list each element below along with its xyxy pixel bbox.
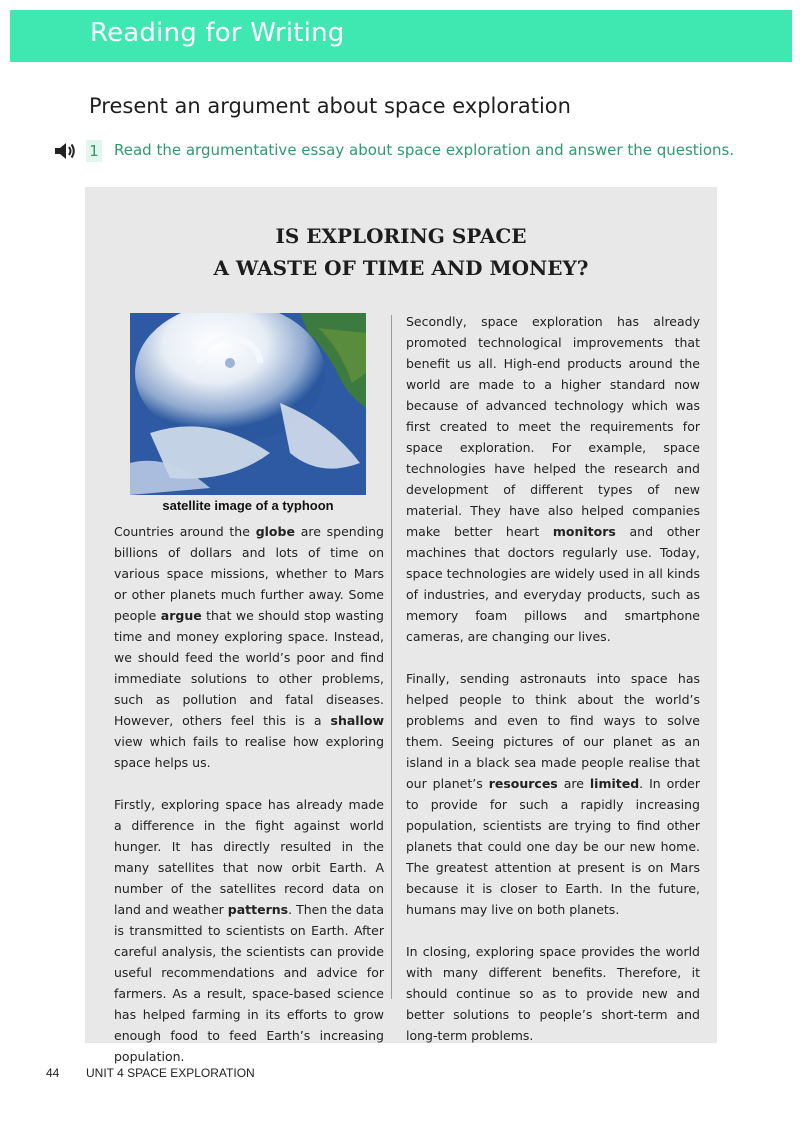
essay-title-line-2: A WASTE OF TIME AND MONEY? <box>213 256 589 280</box>
paragraph-firstly: Firstly, exploring space has already made a difference in the fight against world hunger. It has directly resulted in the many satellites that now orbit Earth. A number of the satellites record data on land and weather patterns. Then the data is transmitted to scientists on Earth. After careful analysis, the scientists can provide useful recommendations and advice for farmers. As a result, space-based science has helped farming in its efforts to grow enough food to feed Earth’s increasing population. <box>114 797 384 1064</box>
task-number: 1 <box>86 140 102 162</box>
essay-title <box>85 220 717 284</box>
lesson-title: Present an argument about space exploration <box>89 94 571 118</box>
keyword-patterns: patterns <box>227 902 289 917</box>
section-banner <box>10 10 792 62</box>
essay-left-column <box>114 521 384 1088</box>
essay-right-column <box>406 311 700 1067</box>
unit-label: UNIT 4 SPACE EXPLORATION <box>86 1066 255 1080</box>
keyword-argue: argue <box>160 608 202 623</box>
paragraph-introduction: Countries around the globe are spending billions of dollars and lots of time on various space missions, whether to Mars or other planets much further away. Some people argue that we should stop wasting time and money exploring space. Instead, we should feed the world’s poor and find immediate solutions to other problems, such as pollution and fatal diseases. However, others feel this is a shallow view which fails to realise how exploring space helps us. <box>114 524 384 770</box>
keyword-monitors: monitors <box>552 524 616 539</box>
page-number: 44 <box>46 1066 60 1080</box>
essay-panel <box>85 187 717 1064</box>
paragraph-conclusion: In closing, exploring space provides the world with many different benefits. Therefore, it should continue so as to provide new and better solutions to people’s short-term and long-term problems. <box>406 944 700 1043</box>
essay-title-line-1: IS EXPLORING SPACE <box>275 224 527 248</box>
task-text: Read the argumentative essay about space exploration and answer the questions. <box>114 141 735 159</box>
task-instruction-row <box>54 140 774 164</box>
image-caption: satellite image of a typhoon <box>162 498 334 513</box>
column-divider <box>391 315 392 999</box>
typhoon-satellite-image <box>130 313 366 495</box>
keyword-globe: globe <box>255 524 295 539</box>
paragraph-finally: Finally, sending astronauts into space has helped people to think about the world’s problems and even to find ways to solve them. Seeing pictures of our planet as an island in a black sea made people realise that our planet’s resources are limited. In order to provide for such a rapidly increasing population, scientists are trying to find other planets that could one day be our new home. The greatest attention at present is on Mars because it is closer to Earth. In the future, humans may live on both planets. <box>406 671 700 917</box>
keyword-limited: limited <box>589 776 640 791</box>
paragraph-secondly: Secondly, space exploration has already promoted technological improvements that benefit us all. High-end products around the world are made to a higher standard now because of advanced technology which was first created to meet the requirements for space exploration. For example, space technologies have helped the research and development of different types of new material. They have also helped companies make better heart monitors and other machines that doctors regularly use. Today, space technologies are widely used in all kinds of industries, and everyday products, such as memory foam pillows and smartphone cameras, are changing our lives. <box>406 314 701 644</box>
keyword-resources: resources <box>488 776 558 791</box>
speaker-icon[interactable] <box>54 141 76 161</box>
section-title: Reading for Writing <box>90 18 345 48</box>
keyword-shallow: shallow <box>330 713 384 728</box>
